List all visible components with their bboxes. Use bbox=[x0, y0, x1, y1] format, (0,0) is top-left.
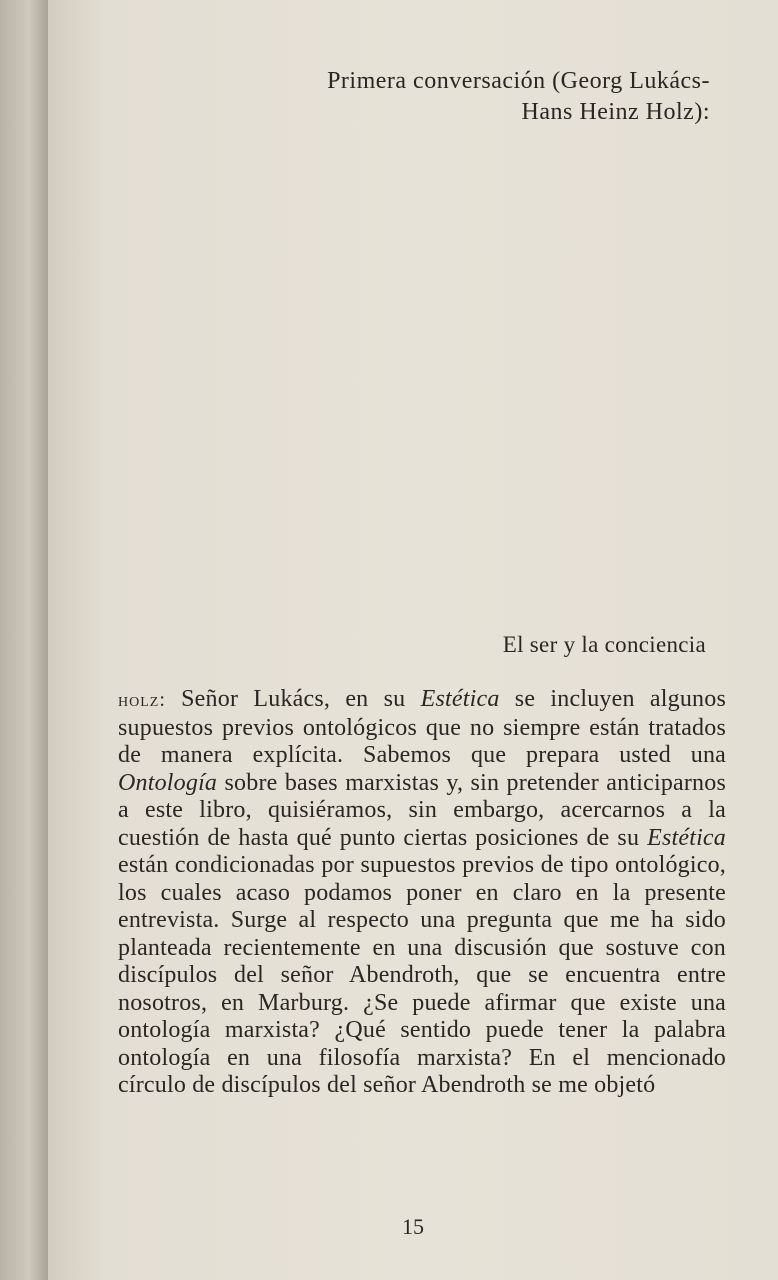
section-title: El ser y la conciencia bbox=[502, 632, 706, 657]
italic-title-estetica-2: Estética bbox=[647, 824, 726, 851]
text-segment-4: están condicionadas por supuestos previos de tipo ontológico, los cuales acaso podamos poner en claro en la presente entrevista. Surge al respecto una pregunta que me ha sido planteada recientemente en una discusión que sostuve con discípulos del señor Abendroth, que se encuentra entre nosotros, en Marburg. ¿Se puede afirmar que existe una ontología marxista? ¿Qué sentido puede tener la palabra ontología en una filosofía marxista? En el mencionado círculo de discípulos del señor Abendroth se me objetó bbox=[118, 852, 726, 1098]
facing-page-edge bbox=[0, 0, 48, 1280]
text-segment-1: Señor Lukács, en su bbox=[165, 686, 421, 712]
page-number: 15 bbox=[402, 1214, 424, 1239]
italic-title-estetica: Estética bbox=[420, 686, 500, 712]
italic-title-ontologia: Ontología bbox=[118, 769, 218, 796]
speaker-label: holz: bbox=[118, 689, 166, 711]
body-paragraph bbox=[118, 686, 726, 1100]
book-page bbox=[48, 0, 778, 1280]
chapter-header bbox=[327, 66, 710, 128]
chapter-header-line-1: Primera conversación (Georg Lukács- bbox=[327, 68, 710, 94]
text-segment-3: sobre bases marxistas y, sin pretender anticiparnos a este libro, quisiéramos, sin embargo, acercarnos a la cuestión de hasta qué punto ciertas posiciones de su bbox=[118, 769, 726, 851]
text-segment-2: se incluyen algunos supuestos previos ontológicos que no siempre están tratados de manera explícita. Sabemos que prepara usted una bbox=[118, 686, 726, 768]
chapter-header-line-2: Hans Heinz Holz): bbox=[521, 99, 710, 125]
